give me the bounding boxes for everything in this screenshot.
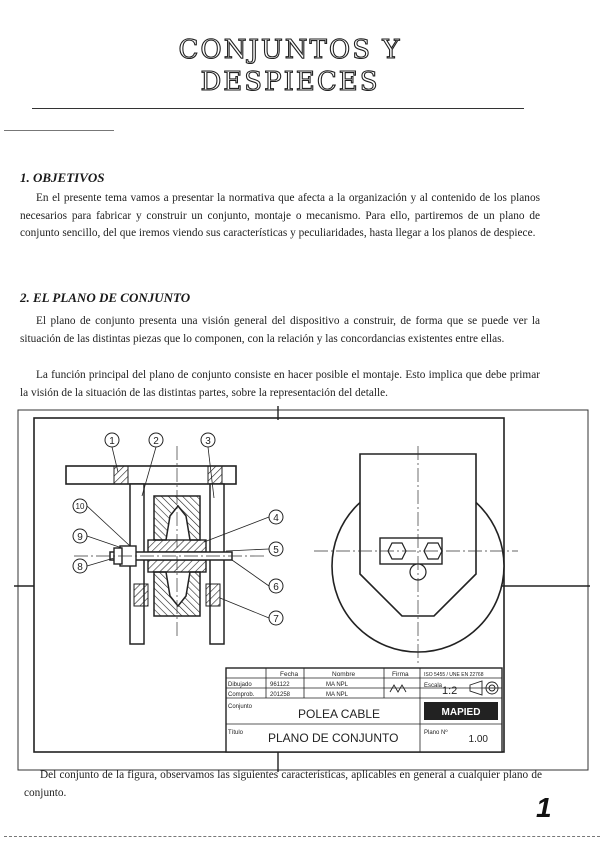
paragraph-plano-2: La función principal del plano de conjunto consiste en hacer posible el montaje. Esto implica que debe primar la visión de la situación de las distintas partes, sobre la representación del detalle.: [20, 369, 540, 399]
svg-text:5: 5: [273, 545, 279, 556]
title-rule-short: [4, 130, 114, 131]
svg-text:POLEA CABLE: POLEA CABLE: [298, 707, 381, 721]
balloon-2: [142, 433, 163, 496]
title-line-2: DESPIECES: [200, 67, 380, 97]
balloon-5: [226, 542, 283, 556]
side-view: [314, 446, 518, 666]
title-block: [226, 668, 502, 752]
svg-text:Escala: Escala: [424, 683, 443, 689]
svg-text:8: 8: [77, 562, 83, 573]
svg-text:Fecha: Fecha: [280, 671, 299, 678]
footer-rule: [4, 836, 600, 837]
svg-text:1:2: 1:2: [442, 685, 458, 697]
balloon-6: [232, 560, 283, 593]
section-heading-plano: 2. EL PLANO DE CONJUNTO: [20, 290, 191, 305]
paragraph-plano-1: El plano de conjunto presenta una visión general del dispositivo a construir, de forma que se puede ver la situación de las distintas piezas que lo componen, con la relación y las concordancias existentes entre ellas.: [20, 315, 540, 345]
paragraph-objetivos: En el presente tema vamos a presentar la normativa que afecta a la organización y al contenido de los planos necesarios para fabricar y construir un conjunto, montaje o mecanismo. Para ello, partiremos de un plano de conjunto sencillo, del que iremos viendo sus características y peculiaridades, hasta llegar a los planos de despiece.: [20, 192, 540, 239]
section-view: [66, 446, 264, 644]
svg-text:7: 7: [273, 614, 279, 625]
svg-text:4: 4: [273, 513, 279, 524]
svg-text:2: 2: [153, 436, 159, 447]
svg-text:MA NPL: MA NPL: [326, 682, 349, 688]
svg-text:201258: 201258: [270, 692, 291, 698]
balloon-8: [73, 558, 114, 573]
svg-text:Título: Título: [228, 730, 244, 736]
title-rule: [32, 108, 524, 109]
svg-text:961122: 961122: [270, 682, 290, 688]
svg-text:Dibujado: Dibujado: [228, 682, 252, 688]
page-title: [120, 34, 460, 98]
assembly-drawing-svg: [14, 406, 590, 772]
paragraph-closing: Del conjunto de la figura, observamos las siguientes características, aplicables en general a cualquier plano de conjunto.: [24, 769, 542, 799]
assembly-drawing: [14, 406, 590, 772]
svg-text:3: 3: [205, 436, 211, 447]
page-number: 1: [536, 792, 552, 823]
svg-text:Conjunto: Conjunto: [228, 704, 253, 710]
svg-text:MA NPL: MA NPL: [326, 692, 349, 698]
svg-text:9: 9: [77, 532, 83, 543]
svg-text:Nombre: Nombre: [332, 671, 356, 678]
svg-text:PLANO DE CONJUNTO: PLANO DE CONJUNTO: [268, 731, 399, 745]
svg-text:MAPIED: MAPIED: [441, 707, 481, 718]
section-heading-objetivos: 1. OBJETIVOS: [20, 170, 105, 185]
svg-text:6: 6: [273, 582, 279, 593]
part-balloons: [73, 433, 283, 625]
svg-text:ISO 5455 / UNE EN 22768: ISO 5455 / UNE EN 22768: [424, 672, 484, 678]
svg-text:Comprob.: Comprob.: [228, 692, 255, 698]
svg-text:Plano Nº: Plano Nº: [424, 730, 448, 736]
svg-text:Firma: Firma: [392, 671, 409, 678]
svg-text:1.00: 1.00: [468, 734, 488, 745]
svg-text:1: 1: [109, 436, 115, 447]
balloon-7: [220, 598, 283, 625]
svg-text:10: 10: [75, 502, 85, 511]
title-line-1: CONJUNTOS Y: [178, 35, 402, 65]
